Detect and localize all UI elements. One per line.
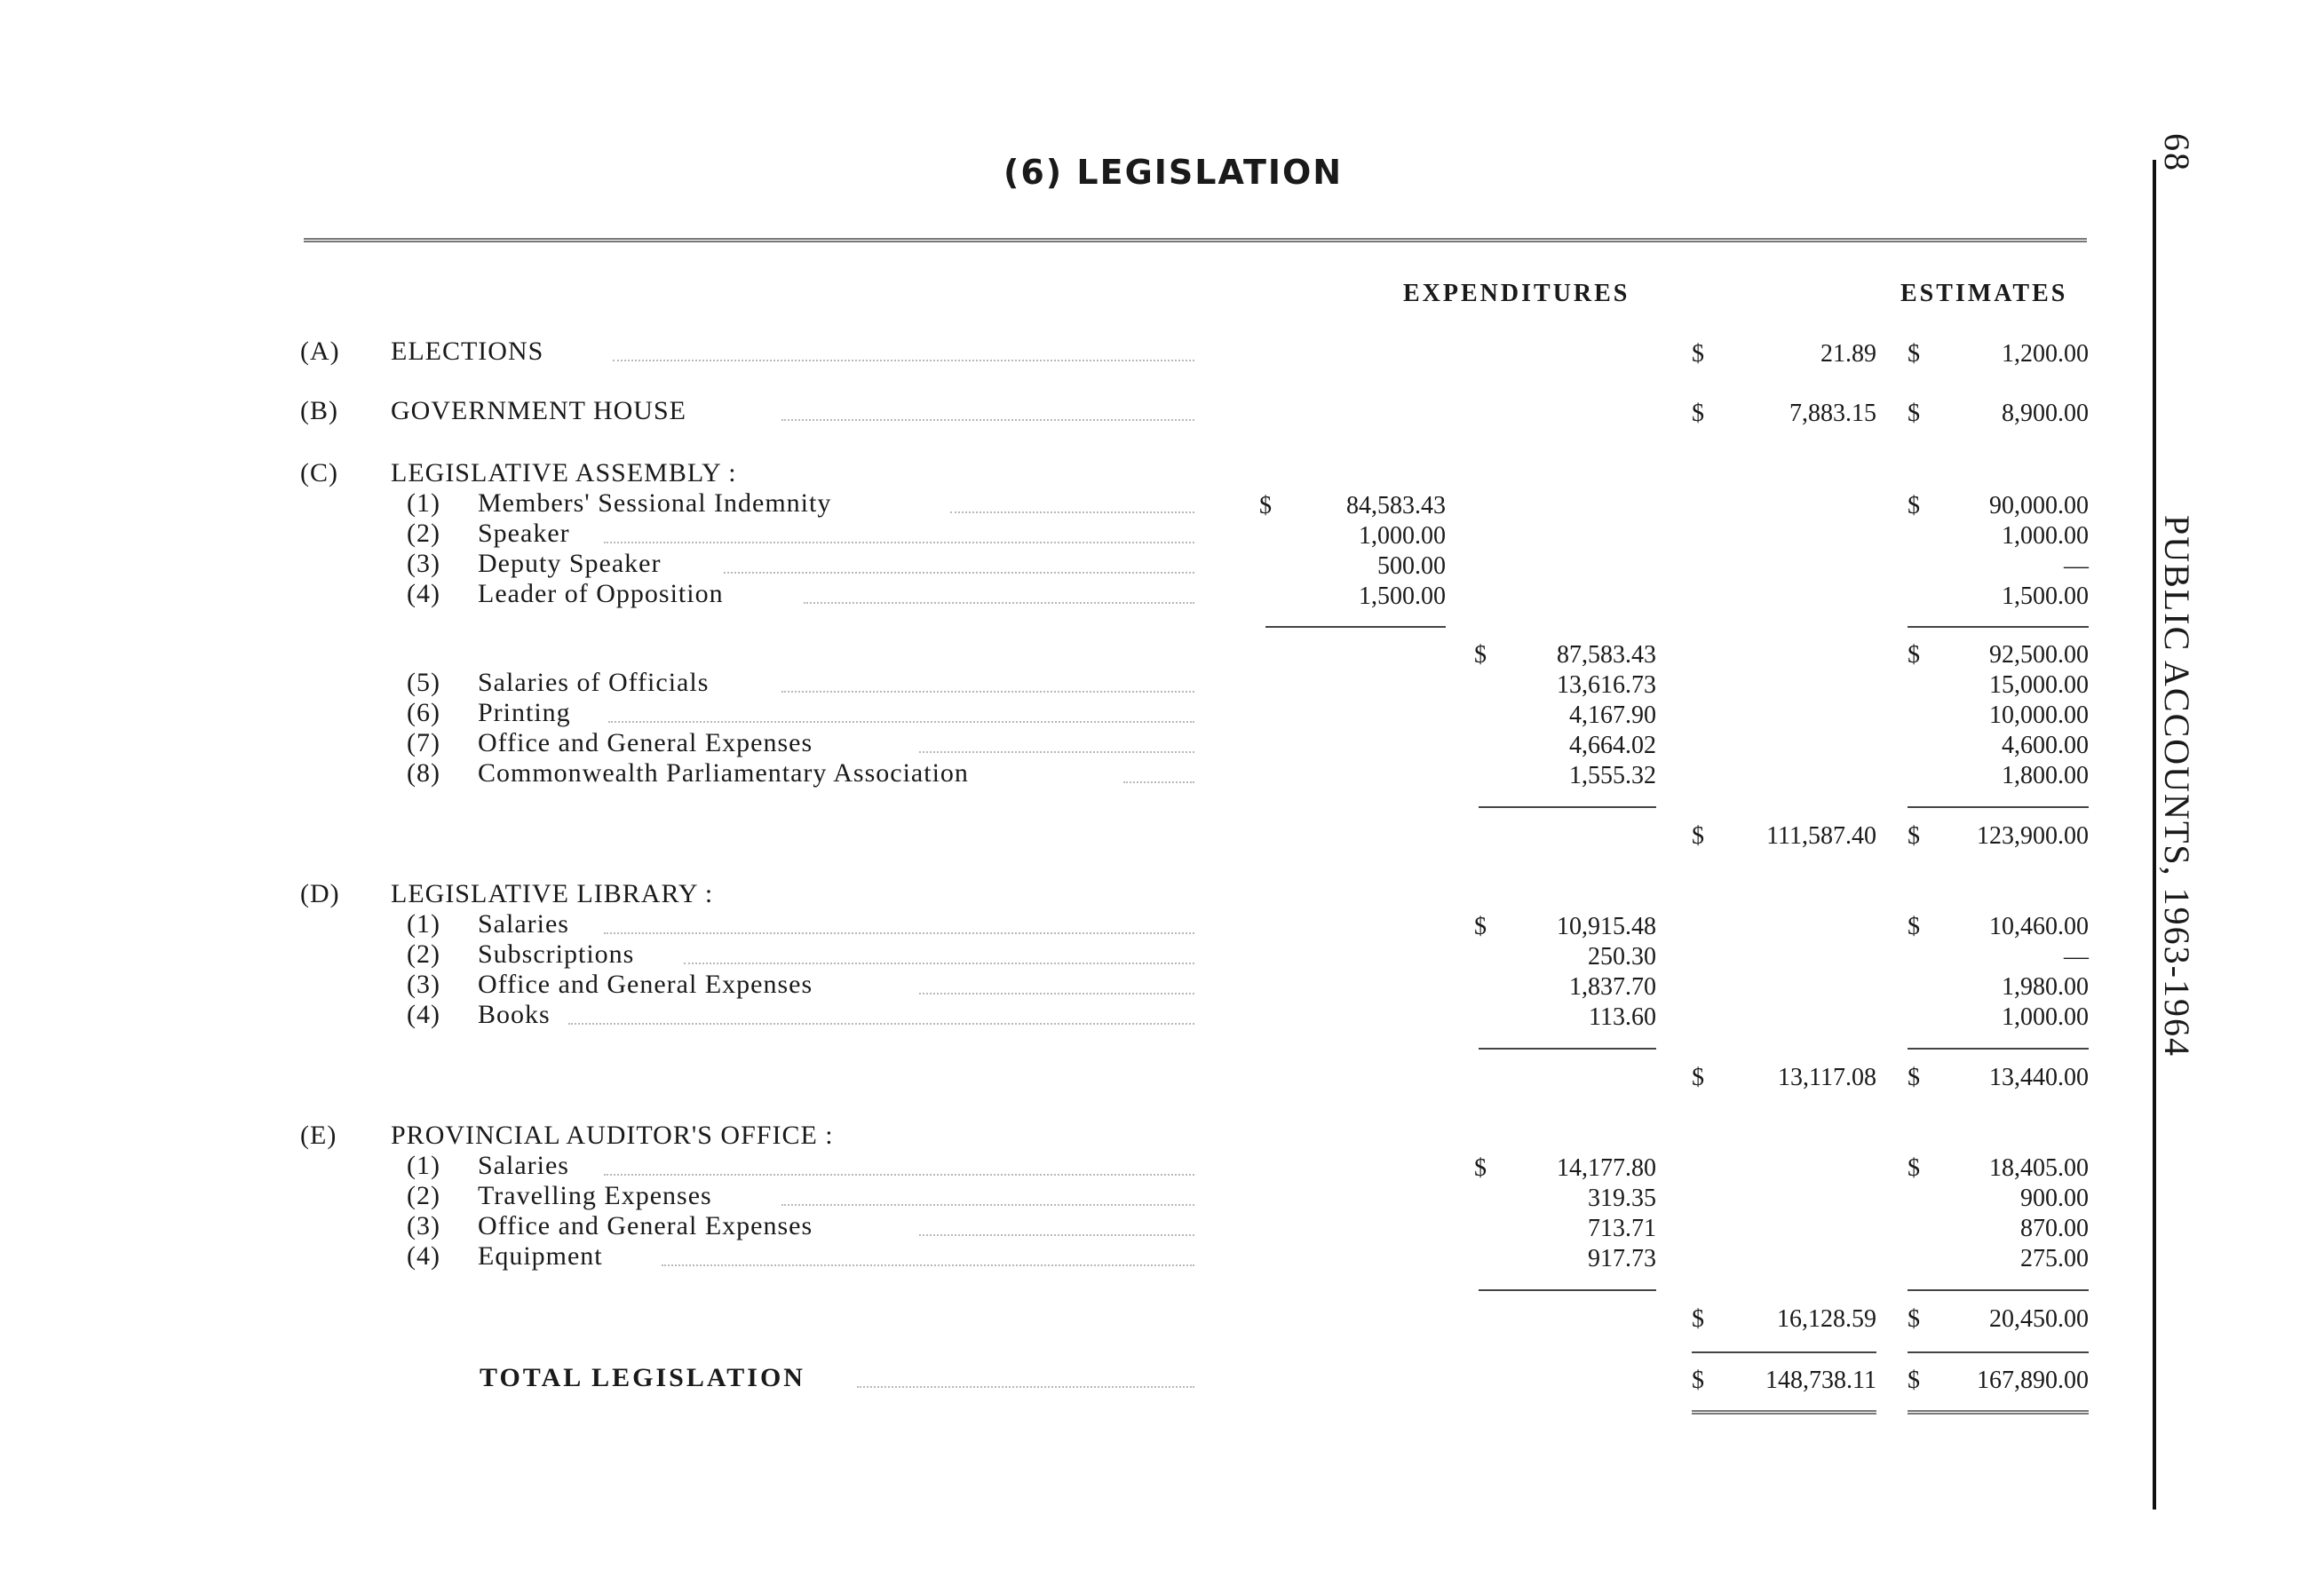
item-estimate: 1,000.00 [2002,522,2089,550]
item-number: (3) [407,970,440,999]
leader-dots [608,721,1194,723]
item-estimate: 90,000.00 [1989,492,2089,519]
item-label: Office and General Expenses [478,970,813,999]
item-number: (3) [407,1211,440,1240]
leader-dots [919,993,1194,995]
dollar-sign: $ [1474,641,1487,669]
item-number: (8) [407,758,440,788]
section-e-est-total: 20,450.00 [1989,1305,2089,1333]
side-caption-block [2153,133,2198,1533]
item-number: (2) [407,939,440,969]
item-amount: 14,177.80 [1557,1154,1656,1182]
subtotal-rule [1908,806,2089,808]
header-rule [304,238,2087,242]
section-title-a: ELECTIONS [391,337,544,366]
dollar-sign: $ [1908,400,1920,427]
dollar-sign: $ [1259,492,1272,519]
item-label: Members' Sessional Indemnity [478,488,832,518]
item-estimate: — [2064,552,2089,580]
leader-dots [662,1264,1194,1266]
leader-dots [919,1234,1194,1236]
item-number: (6) [407,698,440,727]
leader-dots [604,1174,1194,1176]
section-letter-b: (B) [300,396,338,425]
column-header-estimates: ESTIMATES [1900,280,2068,307]
leader-dots [781,691,1194,693]
page-title: (6) LEGISLATION [1003,153,1344,192]
item-amount: 10,915.48 [1557,913,1656,940]
item-amount: 1,837.70 [1569,973,1656,1001]
item-estimate: 18,405.00 [1989,1154,2089,1182]
item-label: Books [478,1000,551,1029]
total-double-rule [1908,1410,2089,1415]
item-number: (5) [407,668,440,697]
item-amount: 4,664.02 [1569,732,1656,759]
item-estimate: 10,460.00 [1989,913,2089,940]
item-estimate: 1,800.00 [2002,762,2089,789]
section-letter-d: (D) [300,879,340,908]
item-amount: 13,616.73 [1557,671,1656,699]
section-d-est-total: 13,440.00 [1989,1064,2089,1091]
page-number: 68 [2157,133,2197,172]
dollar-sign: $ [1474,913,1487,940]
total-double-rule [1692,1410,1876,1415]
item-estimate: 870.00 [2020,1215,2089,1242]
section-b-est-total: 8,900.00 [2002,400,2089,427]
leader-dots [604,932,1194,934]
item-estimate: — [2064,943,2089,971]
item-label: Deputy Speaker [478,549,662,578]
subtotal-rule [1479,1048,1656,1050]
item-estimate: 15,000.00 [1989,671,2089,699]
section-title-b: GOVERNMENT HOUSE [391,396,686,425]
section-e-exp-total: 16,128.59 [1777,1305,1876,1333]
item-number: (4) [407,1000,440,1029]
dollar-sign: $ [1908,1305,1920,1333]
side-caption: PUBLIC ACCOUNTS, 1963-1964 [2157,515,2197,1058]
leader-dots [857,1386,1194,1388]
item-amount: 250.30 [1588,943,1656,971]
dollar-sign: $ [1908,1154,1920,1182]
item-amount: 1,555.32 [1569,762,1656,789]
item-label: Salaries [478,909,569,939]
item-label: Office and General Expenses [478,1211,813,1240]
item-estimate: 1,000.00 [2002,1003,2089,1031]
dollar-sign: $ [1908,913,1920,940]
leader-dots [781,1204,1194,1206]
subtotal-rule [1265,626,1446,628]
total-label: TOTAL LEGISLATION [480,1363,805,1392]
item-number: (2) [407,1181,440,1210]
item-number: (1) [407,488,440,518]
leader-dots [950,511,1194,513]
total-expenditures: 148,738.11 [1765,1367,1876,1394]
item-estimate: 10,000.00 [1989,701,2089,729]
dollar-sign: $ [1692,822,1704,850]
item-amount: 1,000.00 [1359,522,1446,550]
item-number: (4) [407,579,440,608]
section-letter-c: (C) [300,458,338,487]
section-title-e: PROVINCIAL AUDITOR'S OFFICE : [391,1121,834,1150]
leader-dots [1123,781,1194,783]
leader-dots [804,602,1194,604]
subtotal-rule [1908,1289,2089,1291]
section-letter-e: (E) [300,1121,337,1150]
leader-dots [568,1023,1194,1025]
section-d-exp-total: 13,117.08 [1778,1064,1876,1091]
section-c-subtotal-est: 92,500.00 [1989,641,2089,669]
item-label: Salaries of Officials [478,668,710,697]
column-header-expenditures: EXPENDITURES [1403,280,1630,307]
item-label: Printing [478,698,571,727]
item-estimate: 275.00 [2020,1245,2089,1272]
dollar-sign: $ [1692,400,1704,427]
item-number: (3) [407,549,440,578]
subtotal-rule [1479,1289,1656,1291]
leader-dots [724,572,1194,574]
section-c-est-total: 123,900.00 [1977,822,2089,850]
dollar-sign: $ [1692,1064,1704,1091]
item-estimate: 4,600.00 [2002,732,2089,759]
dollar-sign: $ [1908,1064,1920,1091]
item-number: (7) [407,728,440,757]
dollar-sign: $ [1908,492,1920,519]
dollar-sign: $ [1908,340,1920,368]
item-number: (1) [407,909,440,939]
item-amount: 713.71 [1588,1215,1656,1242]
item-amount: 917.73 [1588,1245,1656,1272]
item-label: Speaker [478,519,570,548]
subtotal-rule [1908,1048,2089,1050]
dollar-sign: $ [1692,340,1704,368]
total-rule [1692,1351,1876,1353]
section-a-exp-total: 21.89 [1820,340,1876,368]
item-label: Subscriptions [478,939,635,969]
section-b-exp-total: 7,883.15 [1789,400,1876,427]
dollar-sign: $ [1692,1367,1704,1394]
item-amount: 4,167.90 [1569,701,1656,729]
item-estimate: 900.00 [2020,1185,2089,1212]
item-label: Leader of Opposition [478,579,724,608]
leader-dots [604,542,1194,543]
dollar-sign: $ [1908,1367,1920,1394]
item-estimate: 1,500.00 [2002,582,2089,610]
section-title-c: LEGISLATIVE ASSEMBLY : [391,458,737,487]
leader-dots [684,963,1194,964]
total-rule [1908,1351,2089,1353]
item-label: Salaries [478,1151,569,1180]
total-estimates: 167,890.00 [1977,1367,2089,1394]
subtotal-rule [1908,626,2089,628]
item-label: Equipment [478,1241,603,1271]
leader-dots [613,360,1194,361]
item-amount: 113.60 [1589,1003,1656,1031]
section-title-d: LEGISLATIVE LIBRARY : [391,879,714,908]
subtotal-rule [1479,806,1656,808]
item-amount: 1,500.00 [1359,582,1446,610]
dollar-sign: $ [1908,641,1920,669]
section-c-exp-total: 111,587.40 [1766,822,1876,850]
section-c-subtotal-exp: 87,583.43 [1557,641,1656,669]
item-label: Commonwealth Parliamentary Association [478,758,969,788]
item-number: (4) [407,1241,440,1271]
item-amount: 84,583.43 [1346,492,1446,519]
leader-dots [781,419,1194,421]
dollar-sign: $ [1692,1305,1704,1333]
leader-dots [919,751,1194,753]
section-a-est-total: 1,200.00 [2002,340,2089,368]
section-letter-a: (A) [300,337,340,366]
item-label: Office and General Expenses [478,728,813,757]
item-amount: 500.00 [1377,552,1446,580]
dollar-sign: $ [1908,822,1920,850]
item-number: (2) [407,519,440,548]
dollar-sign: $ [1474,1154,1487,1182]
item-number: (1) [407,1151,440,1180]
item-estimate: 1,980.00 [2002,973,2089,1001]
item-label: Travelling Expenses [478,1181,712,1210]
item-amount: 319.35 [1588,1185,1656,1212]
